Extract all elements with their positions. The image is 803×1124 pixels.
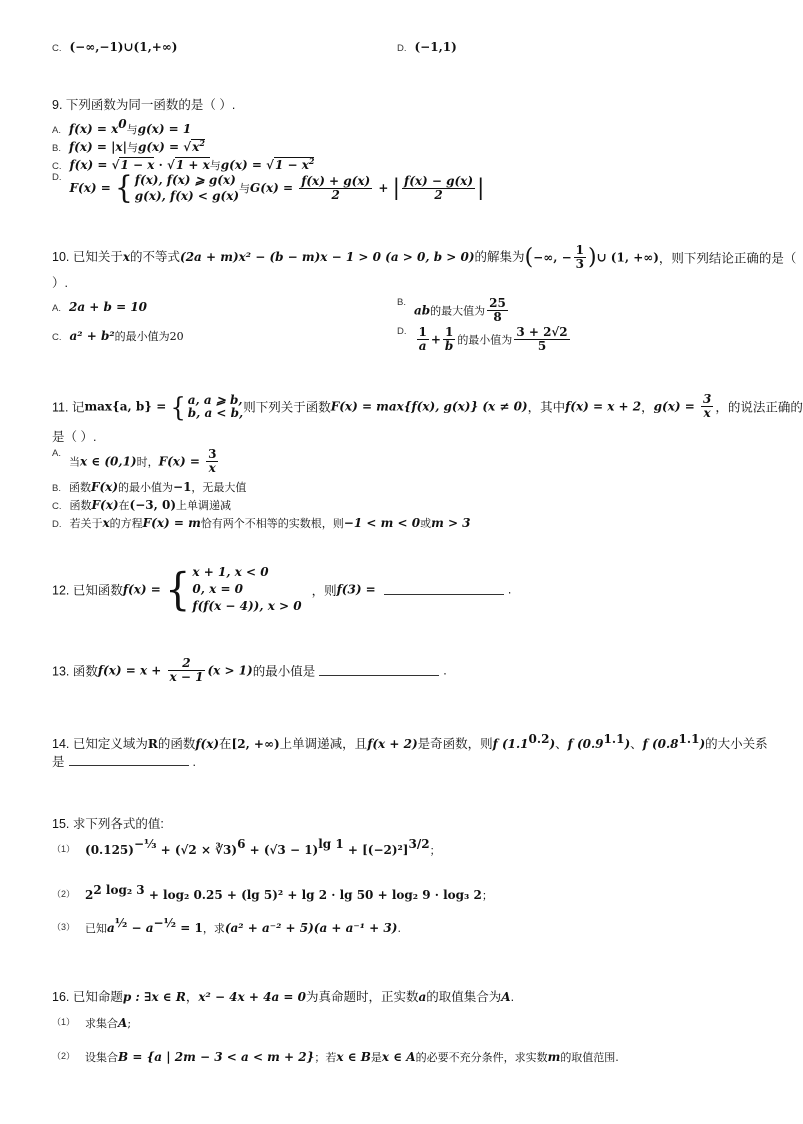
case-2: b, a < b, (187, 405, 244, 420)
option-text: ，无最大值 (191, 481, 247, 494)
answer-blank[interactable] (319, 665, 439, 676)
connector: 与 (126, 141, 138, 154)
math-expr: (−1,1) (414, 40, 457, 54)
q9-option-c (52, 157, 314, 173)
connector: 与 (239, 182, 251, 195)
math-sup: 1.1 (678, 731, 700, 746)
numerator: 1 (444, 325, 454, 339)
radicand-base: x (192, 140, 200, 154)
option-label: D. (52, 172, 62, 183)
math-sup: 2 (199, 138, 205, 148)
math-expr: f(x) = (69, 158, 112, 172)
stem-text: . (507, 582, 512, 597)
math-expr: x ∈ B (336, 1050, 371, 1064)
denominator: b (444, 339, 454, 353)
math-expr: + [(−2)²] (343, 843, 409, 857)
math-expr: f(3) = (336, 582, 380, 597)
denominator: 2 (402, 188, 475, 202)
option-label: A. (52, 303, 61, 314)
math-expr: 2a + b = 10 (68, 300, 148, 314)
numerator: 1 (575, 243, 584, 257)
math-expr: x ∈ A (381, 1050, 416, 1064)
math-expr: f (0.8 (642, 737, 679, 751)
math-expr: f(x) = (122, 582, 165, 597)
option-label: C. (52, 501, 62, 512)
math-expr: F(x) (90, 480, 119, 494)
math-sup: 2 log₂ 3 (93, 883, 145, 897)
stem-text: 是 (52, 755, 65, 769)
stem-text: 为真命题时，正实数 (305, 990, 419, 1004)
math-op: + (374, 181, 393, 195)
option-text: 的最小值为 (457, 333, 513, 347)
radicand (191, 139, 205, 154)
math-expr: = 1 (176, 921, 203, 935)
abs-bar: | (392, 175, 401, 201)
math-expr: f(x) = x + 2 (565, 399, 642, 414)
denominator: a (417, 339, 429, 353)
math-op: + (430, 332, 441, 347)
case-1: a, a ⩾ b, (187, 392, 243, 407)
stem-text: ，则下列结论正确的是（ (658, 251, 797, 266)
fraction (402, 175, 475, 202)
math-expr: f(x) = x (68, 122, 119, 136)
math-expr: g(x) = (137, 140, 184, 154)
math-var: x (122, 249, 131, 264)
case-2: 0, x = 0 (192, 582, 244, 596)
stem-text: . (510, 990, 515, 1004)
math-var: A (501, 990, 511, 1004)
numerator: f(x) + g(x) (301, 173, 371, 188)
math-expr: g(x) = 1 (137, 122, 192, 136)
case-3: f(f(x − 4)), x > 0 (192, 599, 302, 613)
case-1: f(x), f(x) ⩾ g(x) (134, 173, 236, 187)
q9-stem: 9. 下列函数为同一函数的是（ ）. (52, 98, 236, 112)
denominator: x (206, 461, 218, 475)
left-brace: { (114, 169, 133, 206)
math-sup: −⅓ (133, 837, 157, 852)
q11-option-c (52, 497, 231, 513)
piecewise-cases (188, 394, 244, 420)
stem-text: 在 (219, 737, 232, 751)
denominator: x (701, 406, 713, 420)
math-sup: 2 (308, 156, 315, 166)
numerator: 3 (208, 447, 217, 461)
math-expr: −1 < m < 0 (343, 516, 421, 530)
stem-text: 13. 函数 (52, 664, 98, 679)
math-expr: F(x) (91, 498, 119, 512)
punct: ; (127, 1017, 132, 1030)
part-text: 的必要不充分条件，求实数 (415, 1051, 548, 1064)
left-brace: { (164, 564, 191, 615)
stem-text: . (192, 755, 196, 769)
fraction (299, 175, 372, 202)
math-expr: (−3, 0) (129, 498, 176, 512)
math-sup: −½ (153, 916, 177, 930)
numerator: 3 (702, 392, 712, 406)
math-expr: (a² + a⁻² + 5)(a + a⁻¹ + 3) (224, 921, 398, 935)
q15-part-3 (52, 916, 401, 936)
denominator: 3 (575, 257, 584, 271)
math-expr: B = {a | 2m − 3 < a < m + 2} (118, 1050, 315, 1064)
math-expr: −1 (173, 480, 192, 494)
part-label: （2） (52, 889, 76, 899)
math-expr: f(x) (195, 737, 220, 751)
stem-text: 11. 记 (52, 400, 85, 415)
option-text: 或 (420, 517, 432, 530)
stem-text: 10. 已知关于 (52, 249, 123, 264)
paren-open: ( (524, 245, 534, 270)
case-2: g(x), f(x) < g(x) (134, 189, 240, 203)
math-expr: ∪ (1, +∞) (596, 250, 659, 265)
math-expr: x² − 4x + 4a = 0 (198, 990, 306, 1004)
radicand (274, 157, 315, 172)
part-text: 设集合 (85, 1051, 119, 1064)
math-expr: a² + b² (69, 329, 115, 343)
punct: ； (429, 844, 441, 857)
option-text: 的最小值为 (118, 481, 174, 494)
math-expr: ) (624, 737, 631, 751)
q11-option-b (52, 479, 246, 495)
denominator: 2 (299, 188, 372, 202)
connector: 与 (209, 159, 221, 172)
math-expr: p : ∃x ∈ R (122, 990, 186, 1004)
q16-part-2 (52, 1049, 619, 1065)
left-brace: { (170, 391, 186, 422)
math-expr: F(x) = max{f(x), g(x)} (x ≠ 0) (330, 399, 528, 414)
option-text: 当 (68, 455, 80, 469)
option-text: 函数 (69, 499, 92, 512)
part-text: ；若 (314, 1051, 337, 1064)
stem-text: . (443, 663, 447, 678)
math-expr: + (√2 × ∛3) (156, 843, 238, 857)
numerator: f(x) − g(x) (404, 173, 474, 188)
math-expr: g(x) = (653, 399, 699, 414)
math-sup: 3/2 (408, 837, 430, 852)
math-expr: max{a, b} = (84, 399, 171, 414)
q11-stem-line1 (52, 393, 803, 420)
math-var: ab (413, 303, 431, 318)
q9-option-b (52, 139, 205, 155)
math-expr: m > 3 (431, 516, 471, 530)
part-text: 已知 (85, 922, 108, 935)
stem-text: 的最小值是 (252, 664, 316, 679)
math-var: m (547, 1050, 561, 1064)
denominator: x − 1 (169, 670, 204, 684)
math-expr: (−∞,−1)∪(1,+∞) (69, 40, 178, 54)
option-label: A. (52, 125, 61, 136)
q9-option-d (52, 169, 485, 206)
q8-option-d (397, 40, 457, 54)
q9-option-a (52, 117, 192, 137)
q10-option-d (397, 326, 572, 353)
answer-blank[interactable] (69, 755, 189, 766)
radicand: 1 + x (175, 158, 210, 172)
abs-bar: | (477, 175, 485, 201)
part-label: （3） (52, 922, 76, 932)
denominator: 8 (487, 310, 508, 324)
q10-stem-line2: ）. (52, 276, 68, 290)
q11-stem-line2: 是（ ）. (52, 430, 97, 444)
math-expr: (0.125) (85, 843, 134, 857)
math-sup: 0 (118, 117, 127, 131)
math-expr: ) (549, 737, 556, 751)
math-expr: −∞, − (533, 250, 572, 265)
math-expr: 2 (85, 888, 94, 902)
stem-text: 14. 已知定义域为 (52, 737, 148, 751)
q12-stem (52, 564, 511, 615)
math-sup: 1.1 (603, 731, 625, 746)
option-text: 的最大值为 (430, 304, 486, 318)
fraction (168, 657, 206, 684)
option-label: D. (52, 519, 62, 530)
option-text: 恰有两个不相等的实数根，则 (200, 517, 344, 530)
math-op: · (154, 158, 167, 172)
radicand-base: 1 − x (274, 158, 309, 172)
stem-text: ，其中 (527, 400, 566, 415)
fraction (701, 393, 713, 420)
stem-text: 12. 已知函数 (52, 583, 123, 598)
math-expr: + log₂ 0.25 + (lg 5)² + lg 2 · lg 50 + log₂ 9 · log₃ 2 (144, 888, 482, 902)
separator: 、 (555, 737, 568, 751)
math-expr: f(x) = |x| (68, 140, 127, 154)
q13-stem (52, 657, 447, 684)
fraction (514, 326, 569, 353)
numerator: 3 + 2√2 (516, 325, 568, 339)
option-label: B. (52, 483, 61, 494)
q15-stem: 15. 求下列各式的值: (52, 817, 164, 831)
math-expr: ) (699, 737, 706, 751)
stem-text: ， (185, 990, 199, 1004)
connector: 与 (126, 123, 138, 136)
math-var: A (118, 1016, 128, 1030)
q14-stem-line1 (52, 731, 768, 752)
math-var: a (107, 921, 115, 935)
stem-text: ，的说法正确的 (715, 400, 803, 415)
piecewise-cases (135, 172, 239, 204)
q11-option-a (52, 448, 220, 475)
fraction (574, 244, 586, 271)
math-expr: g(x) = (220, 158, 267, 172)
numerator: 2 (182, 656, 191, 670)
math-set: R (147, 737, 158, 751)
numerator: 1 (418, 325, 427, 339)
separator: 、 (630, 737, 643, 751)
fraction (487, 297, 508, 324)
q15-part-2 (52, 883, 493, 903)
option-text: 时， (136, 455, 159, 469)
math-expr: + (√3 − 1) (245, 843, 319, 857)
numerator: 25 (489, 296, 506, 310)
stem-text: ， (641, 400, 654, 415)
q10-option-c (52, 328, 184, 344)
q11-option-d (52, 515, 471, 531)
part-text: 求集合 (85, 1017, 119, 1030)
math-expr: f(x + 2) (367, 737, 418, 751)
math-sup: ½ (114, 916, 128, 930)
stem-text: 16. 已知命题 (52, 990, 123, 1004)
option-label: B. (52, 143, 61, 154)
math-expr: (2a + m)x² − (b − m)x − 1 > 0 (a > 0, b > 0) (180, 249, 475, 264)
math-expr: [2, +∞) (231, 737, 280, 751)
fraction (417, 326, 429, 353)
option-label: D. (397, 43, 407, 54)
q10-option-a (52, 300, 147, 314)
math-expr: f (0.9 (567, 737, 604, 751)
q10-option-b (397, 297, 510, 324)
part-label: （2） (52, 1051, 76, 1061)
punct: . (397, 922, 401, 935)
fraction (206, 448, 218, 475)
math-var: x (102, 516, 110, 530)
math-sup: 6 (237, 837, 246, 852)
part-label: （1） (52, 844, 76, 854)
denominator: 5 (514, 339, 569, 353)
radicand: 1 − x (120, 158, 155, 172)
stem-text: ，则 (311, 583, 337, 598)
stem-text: 的取值集合为 (426, 990, 502, 1004)
math-expr: f (1.1 (492, 737, 529, 751)
q8-option-c (52, 40, 177, 54)
math-sup: lg 1 (318, 837, 344, 852)
option-label: C. (52, 332, 62, 343)
option-label: B. (397, 297, 406, 308)
option-label: D. (397, 326, 407, 337)
sqrt-sign: √ (111, 158, 120, 172)
option-text: 函数 (68, 481, 91, 494)
fraction (443, 326, 455, 353)
option-text: 在 (118, 499, 130, 512)
math-expr: f(x) = x + (97, 663, 166, 678)
q10-stem-line1 (52, 244, 796, 271)
option-text: 的方程 (109, 517, 143, 530)
stem-text: 的函数 (157, 737, 196, 751)
math-expr: F(x) = (158, 454, 205, 469)
part-text: 的取值范围. (560, 1051, 619, 1064)
math-expr: G(x) = (250, 181, 298, 195)
sqrt-sign: √ (166, 158, 175, 172)
option-label: C. (52, 161, 62, 172)
option-label: A. (52, 448, 61, 459)
math-var: a (418, 990, 427, 1004)
answer-blank[interactable] (384, 584, 504, 595)
piecewise-cases (192, 564, 301, 615)
stem-text: 的解集为 (474, 249, 525, 264)
part-label: （1） (52, 1017, 76, 1027)
option-label: C. (52, 43, 62, 54)
q16-stem (52, 987, 514, 1005)
math-expr: (x > 1) (207, 663, 253, 678)
math-expr: F(x) = m (142, 516, 201, 530)
math-expr: F(x) = (69, 181, 115, 195)
stem-text: 则下列关于函数 (243, 400, 331, 415)
math-expr: − a (127, 921, 154, 935)
stem-text: 的大小关系 (705, 737, 768, 751)
q15-part-1 (52, 837, 441, 858)
paren-close: ) (587, 245, 597, 270)
stem-text: 是奇函数，则 (417, 737, 493, 751)
sqrt-sign: √ (266, 158, 274, 172)
option-text: 的最小值为20 (114, 330, 184, 343)
stem-text: 上单调递减，且 (279, 737, 368, 751)
math-expr: x ∈ (0,1) (79, 454, 137, 469)
q16-part-1 (52, 1015, 131, 1031)
part-text: ，求 (202, 922, 225, 935)
part-text: 是 (370, 1051, 382, 1064)
punct: ； (481, 889, 493, 902)
case-1: x + 1, x < 0 (192, 565, 269, 579)
stem-text: 的不等式 (130, 249, 181, 264)
option-text: 上单调递减 (176, 499, 231, 512)
option-text: 若关于 (69, 517, 103, 530)
math-sup: 0.2 (528, 731, 550, 746)
q14-stem-line2 (52, 752, 196, 770)
sqrt-sign: √ (183, 140, 192, 154)
